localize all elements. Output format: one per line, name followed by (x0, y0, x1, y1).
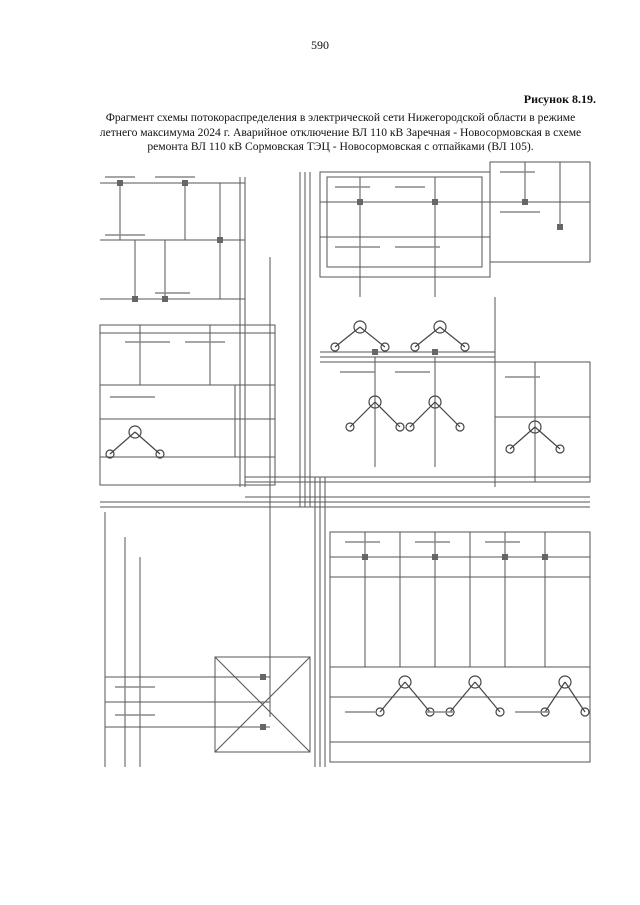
page-number: 590 (311, 38, 329, 52)
caption-line-3: ремонта ВЛ 110 кВ Сормовская ТЭЦ - Новосормовская с отпайками (ВЛ 105). (147, 140, 534, 153)
caption-line-1: Фрагмент схемы потокораспределения в электрической сети Нижегородской области в режиме (105, 111, 576, 124)
figure-label: Рисунок 8.19. (523, 92, 596, 106)
figure-caption (88, 111, 593, 155)
power-flow-schematic (95, 157, 595, 777)
schematic-drawing (95, 157, 595, 777)
caption-line-2: летнего максимума 2024 г. Аварийное отключение ВЛ 110 кВ Заречная - Новосормовская в схеме (99, 125, 582, 139)
